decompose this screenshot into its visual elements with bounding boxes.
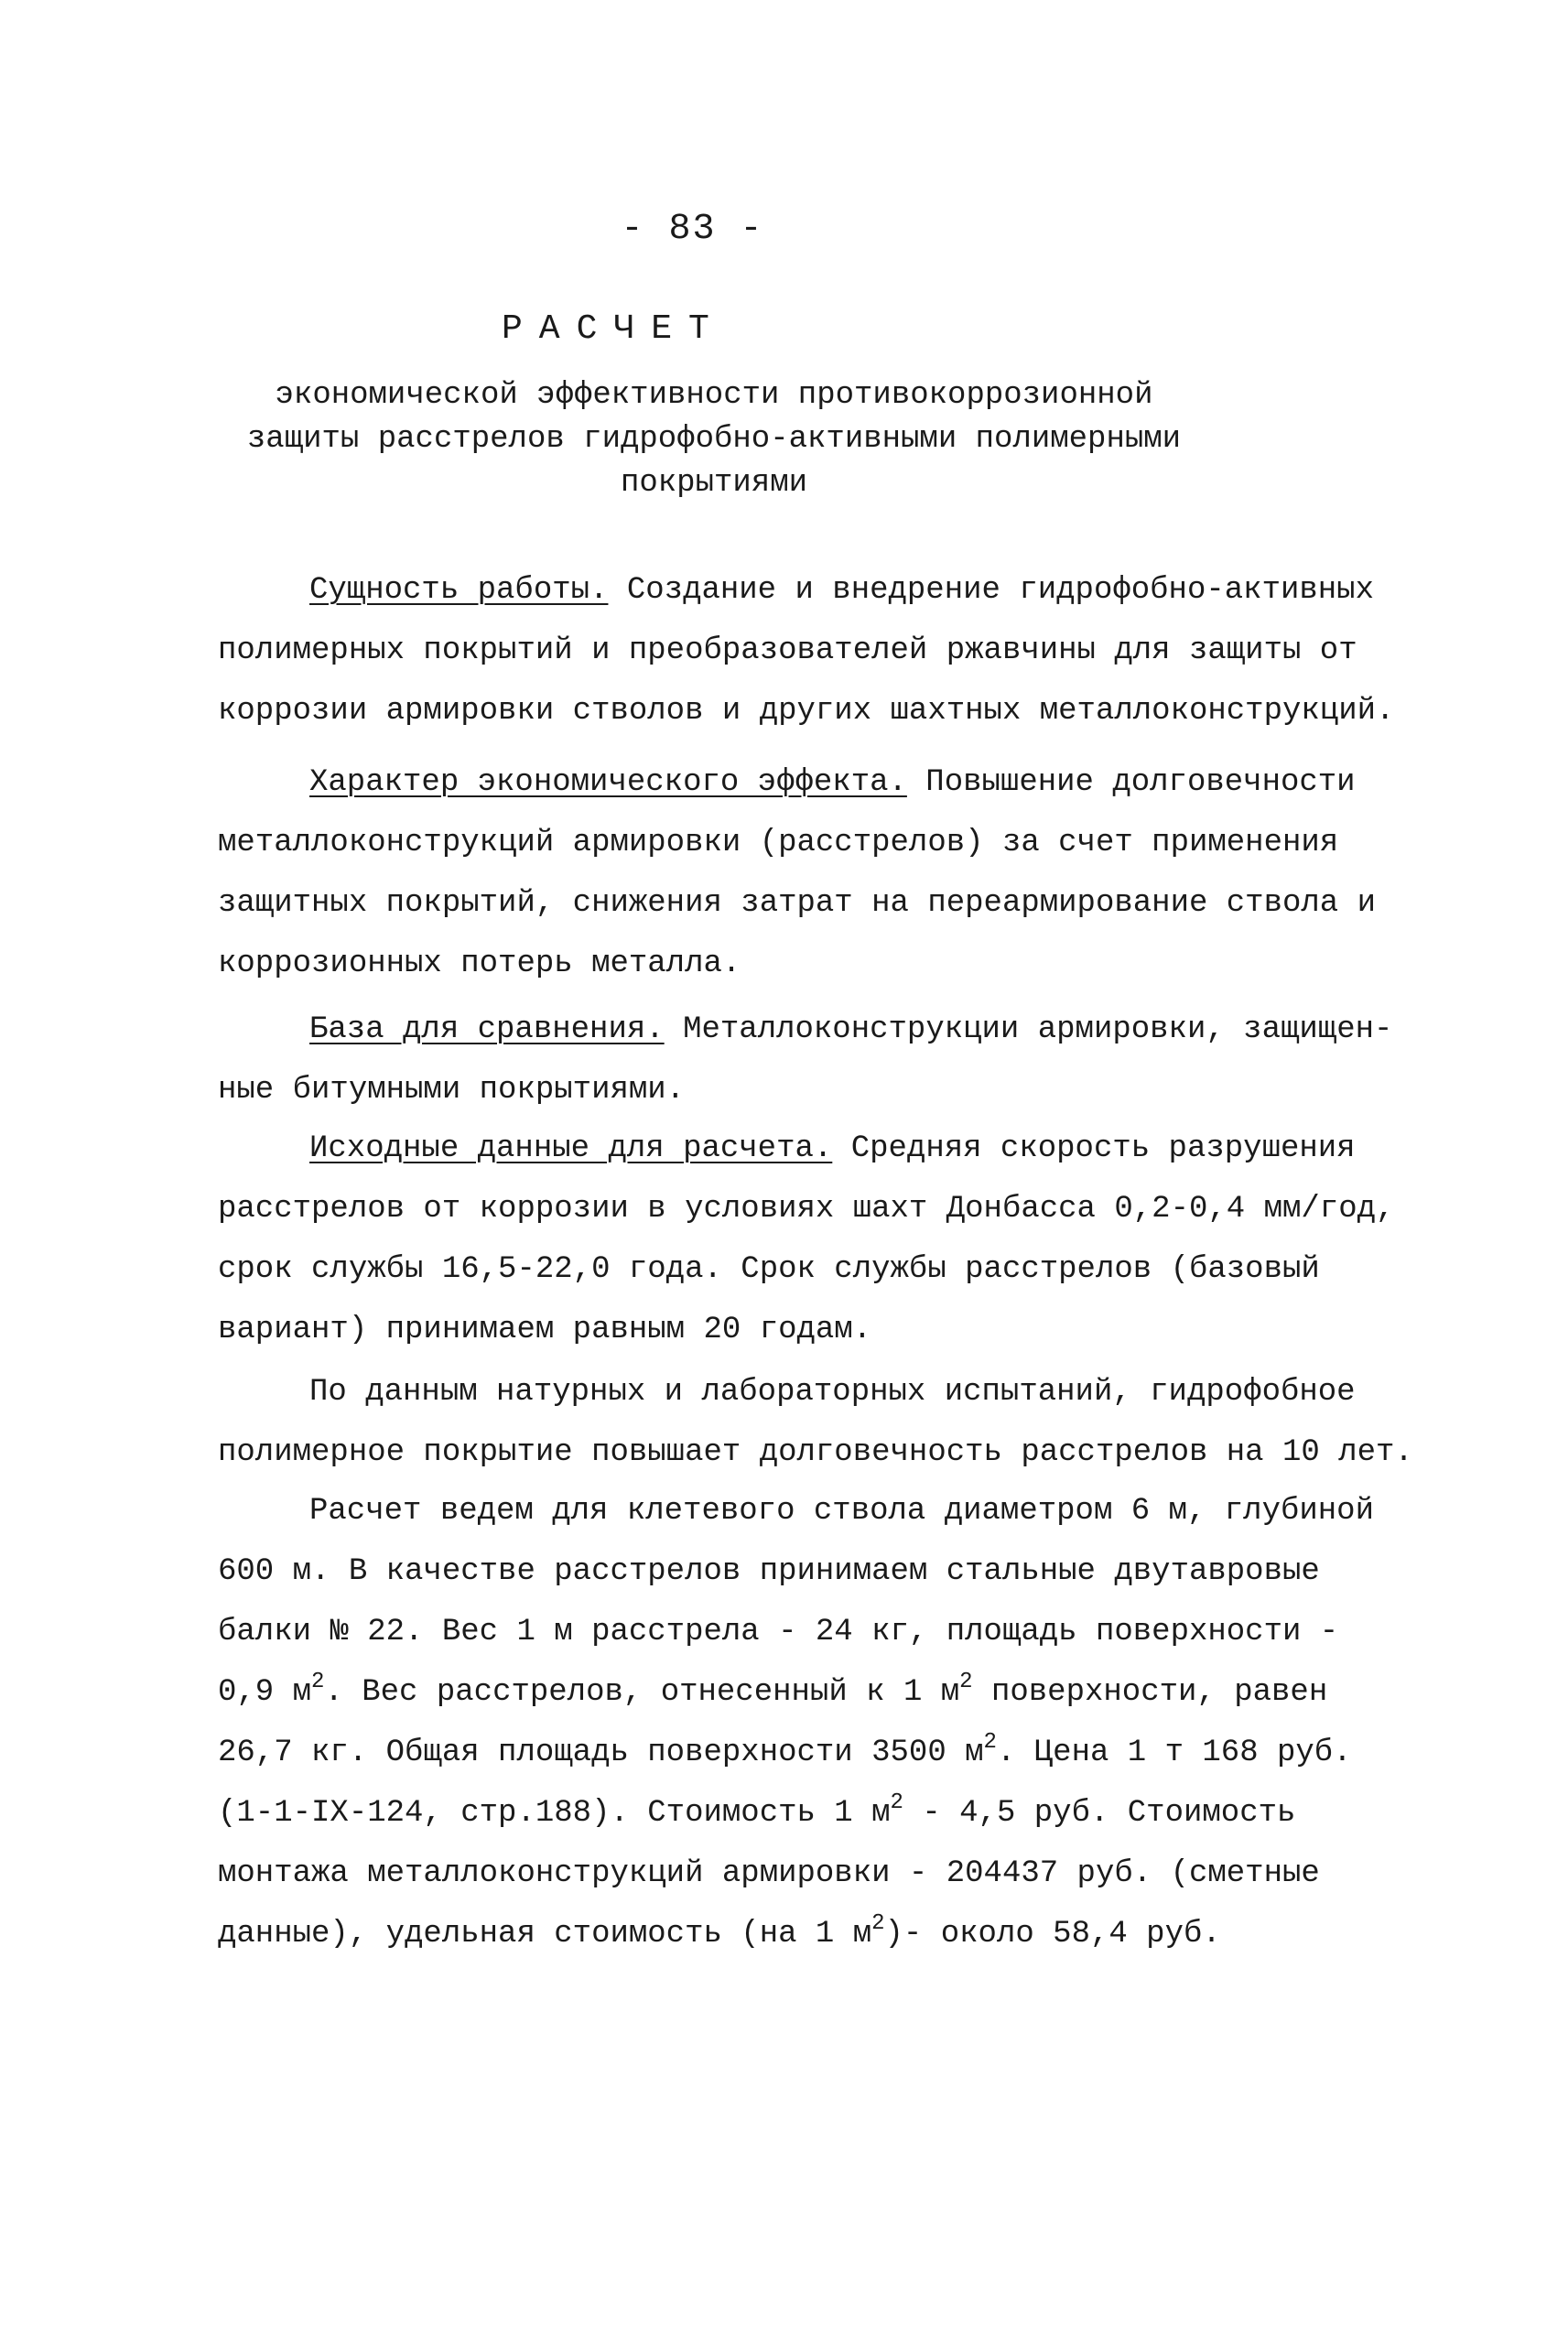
paragraph-text: . Вес расстрелов, отнесенный к 1 м: [324, 1675, 960, 1710]
paragraph-line: [218, 1723, 1380, 1783]
subtitle-line: покрытиями: [620, 466, 808, 501]
paragraph-effect: [218, 752, 1380, 994]
paragraph-line: ные битумными покрытиями.: [218, 1073, 686, 1108]
paragraph-text: Создание и внедрение гидрофобно-активных: [608, 573, 1374, 608]
paragraph-line: [218, 1783, 1380, 1844]
paragraph-text: . Цена 1 т 168 руб.: [996, 1736, 1352, 1770]
paragraph-tests: [218, 1362, 1413, 1483]
superscript: 2: [959, 1670, 973, 1694]
paragraph-line: вариант) принимаем равным 20 годам.: [218, 1313, 872, 1347]
paragraph-text: )- около 58,4 руб.: [884, 1917, 1221, 1952]
paragraph-line: [218, 1000, 1393, 1060]
paragraph-line: [218, 560, 1380, 621]
paragraph-text: Средняя скорость разрушения: [832, 1131, 1356, 1166]
paragraph-text: (1-1-IX-124, стр.188). Стоимость 1 м: [218, 1796, 891, 1831]
paragraph-line: полимерных покрытий и преобразователей ржавчины для защиты от: [218, 633, 1357, 668]
paragraph-line: защитных покрытий, снижения затрат на переармирование ствола и: [218, 886, 1377, 921]
paragraph-input-data: [218, 1119, 1395, 1360]
paragraph-essence: [218, 560, 1395, 741]
subtitle-line: экономической эффективности противокоррозионной: [275, 378, 1153, 413]
paragraph-line: расстрелов от коррозии в условиях шахт Донбасса 0,2-0,4 мм/год,: [218, 1192, 1395, 1227]
section-heading: Характер экономического эффекта.: [309, 765, 907, 800]
document-title: РАСЧЕТ: [502, 309, 726, 349]
superscript: 2: [311, 1670, 325, 1694]
paragraph-text: Повышение долговечности: [906, 765, 1356, 800]
paragraph-text: поверхности, равен: [972, 1675, 1328, 1710]
paragraph-line: По данным натурных и лабораторных испытаний, гидрофобное: [309, 1375, 1356, 1410]
paragraph-line: полимерное покрытие повышает долговечность расстрелов на 10 лет.: [218, 1435, 1413, 1470]
paragraph-line: Расчет ведем для клетевого ствола диаметром 6 м, глубиной: [309, 1494, 1374, 1529]
paragraph-line: коррозии армировки стволов и других шахтных металлоконструкций.: [218, 694, 1395, 729]
paragraph-text: данные), удельная стоимость (на 1 м: [218, 1917, 872, 1952]
paragraph-line: [218, 752, 1380, 813]
section-heading: Исходные данные для расчета.: [309, 1131, 833, 1166]
paragraph-text: 26,7 кг. Общая площадь поверхности 3500 м: [218, 1736, 984, 1770]
paragraph-line: [218, 1662, 1380, 1723]
superscript: 2: [890, 1790, 903, 1815]
paragraph-line: балки № 22. Вес 1 м расстрела - 24 кг, площадь поверхности -: [218, 1615, 1339, 1649]
page-number: - 83 -: [621, 209, 764, 250]
paragraph-line: срок службы 16,5-22,0 года. Срок службы расстрелов (базовый: [218, 1252, 1320, 1287]
section-heading: База для сравнения.: [309, 1012, 665, 1047]
subtitle-line: защиты расстрелов гидрофобно-активными полимерными: [246, 422, 1182, 457]
paragraph-line: [218, 1119, 1380, 1179]
document-subtitle: [229, 373, 1199, 505]
paragraph-line: монтажа металлоконструкций армировки - 204437 руб. (сметные: [218, 1856, 1320, 1891]
paragraph-calculation: [218, 1481, 1380, 1964]
paragraph-line: 600 м. В качестве расстрелов принимаем стальные двутавровые: [218, 1554, 1320, 1589]
paragraph-text: 0,9 м: [218, 1675, 312, 1710]
paragraph-text: - 4,5 руб. Стоимость: [903, 1796, 1296, 1831]
paragraph-line: [218, 1904, 1380, 1964]
superscript: 2: [983, 1730, 997, 1755]
paragraph-baseline: [218, 1000, 1393, 1120]
paragraph-text: Металлоконструкции армировки, защищен-: [664, 1012, 1393, 1047]
section-heading: Сущность работы.: [309, 573, 609, 608]
paragraph-line: металлоконструкций армировки (расстрелов) за счет применения: [218, 826, 1339, 860]
paragraph-line: коррозионных потерь металла.: [218, 946, 741, 981]
superscript: 2: [871, 1911, 885, 1936]
